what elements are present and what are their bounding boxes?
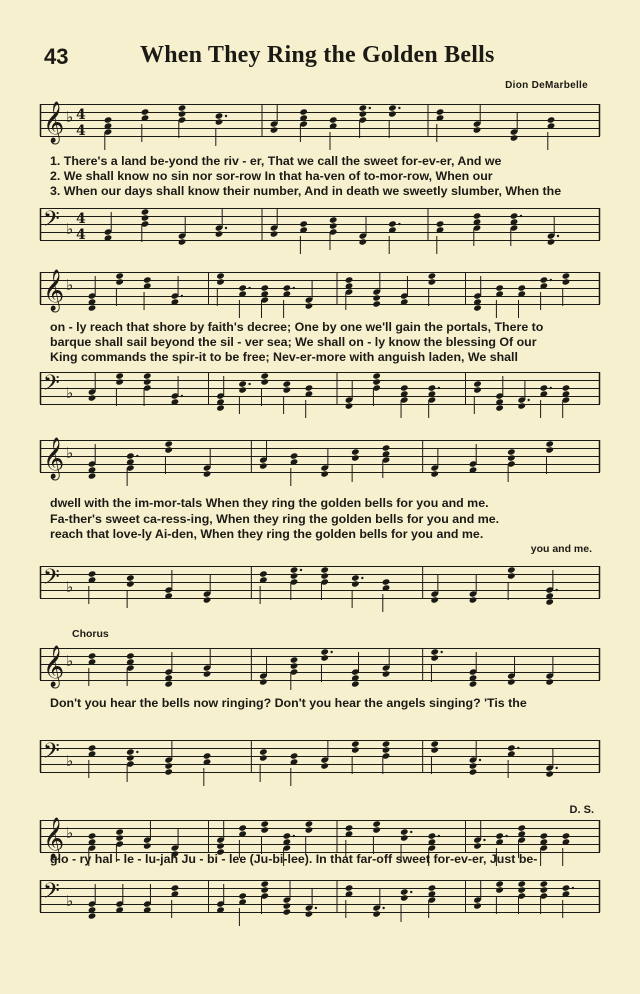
lyric-line: dwell with the im-mor-tals When they ring the golden bells for you and me. (50, 496, 489, 510)
flat-icon: ♭ (66, 444, 74, 462)
treble-clef-icon: 𝄞 (43, 270, 65, 311)
time-signature: 4 (76, 227, 86, 243)
treble-staff (40, 104, 600, 144)
treble-staff (40, 440, 600, 480)
flat-icon: ♭ (66, 652, 74, 670)
time-signature: 4 (76, 211, 86, 227)
bass-clef-icon: 𝄢 (43, 371, 60, 401)
bass-staff (40, 566, 600, 606)
hymn-title: When They Ring the Golden Bells (140, 42, 495, 68)
lyric-line: 1. There's a land be-yond the riv - er, That we call the sweet for-ev-er, And we (50, 154, 502, 168)
lyric-line: reach that love-ly Ai-den, When they ring the golden bells for you and me. (50, 527, 484, 541)
lyric-line: Don't you hear the bells now ringing? Don't you hear the angels singing? 'Tis the (50, 696, 527, 710)
treble-clef-icon: 𝄞 (43, 438, 65, 479)
flat-icon: ♭ (66, 108, 74, 126)
lyric-line: barque shall sail beyond the sil - ver sea; We shall on - ly know the blessing Of our (50, 335, 537, 349)
flat-icon: ♭ (66, 578, 74, 596)
bass-staff (40, 372, 600, 412)
flat-icon: ♭ (66, 220, 74, 238)
lyric-line: glo - ry hal - le - lu-jah Ju - bi - lee (Ju-bi-lee). In that far-off sweet for-ev-er, Just be- (50, 852, 538, 866)
bass-clef-icon: 𝄢 (43, 739, 60, 769)
lyric-line: on - ly reach that shore by faith's decree; One by one we'll gain the portals, There to (50, 320, 544, 334)
treble-staff (40, 272, 600, 312)
flat-icon: ♭ (66, 276, 74, 294)
lyric-line: 3. When our days shall know their number, And in death we sweetly slumber, When the (50, 184, 562, 198)
lyric-line: 2. We shall know no sin nor sor-row In that ha-ven of to-mor-row, When our (50, 169, 493, 183)
dal-segno-mark: D. S. (569, 804, 594, 816)
bass-clef-icon: 𝄢 (43, 207, 60, 237)
flat-icon: ♭ (66, 752, 74, 770)
page-number: 43 (44, 44, 69, 69)
bass-staff (40, 208, 600, 248)
composer-credit: Dion DeMarbelle (505, 80, 588, 91)
treble-staff (40, 648, 600, 688)
flat-icon: ♭ (66, 384, 74, 402)
flat-icon: ♭ (66, 824, 74, 842)
treble-clef-icon: 𝄞 (43, 102, 65, 143)
time-signature: 4 (76, 123, 86, 139)
lyric-line: King commands the spir-it to be free; Nev-er-more with anguish laden, We shall (50, 350, 518, 364)
bass-echo-text: you and me. (530, 543, 592, 555)
chorus-label: Chorus (72, 628, 109, 640)
treble-clef-icon: 𝄞 (43, 646, 65, 687)
bass-staff (40, 740, 600, 780)
bass-clef-icon: 𝄢 (43, 565, 60, 595)
treble-clef-icon: 𝄞 (43, 818, 65, 859)
bass-staff (40, 880, 600, 920)
lyric-line: Fa-ther's sweet ca-ress-ing, When they ring the golden bells for you and me. (50, 512, 500, 526)
bass-clef-icon: 𝄢 (43, 879, 60, 909)
flat-icon: ♭ (66, 892, 74, 910)
time-signature: 4 (76, 107, 86, 123)
